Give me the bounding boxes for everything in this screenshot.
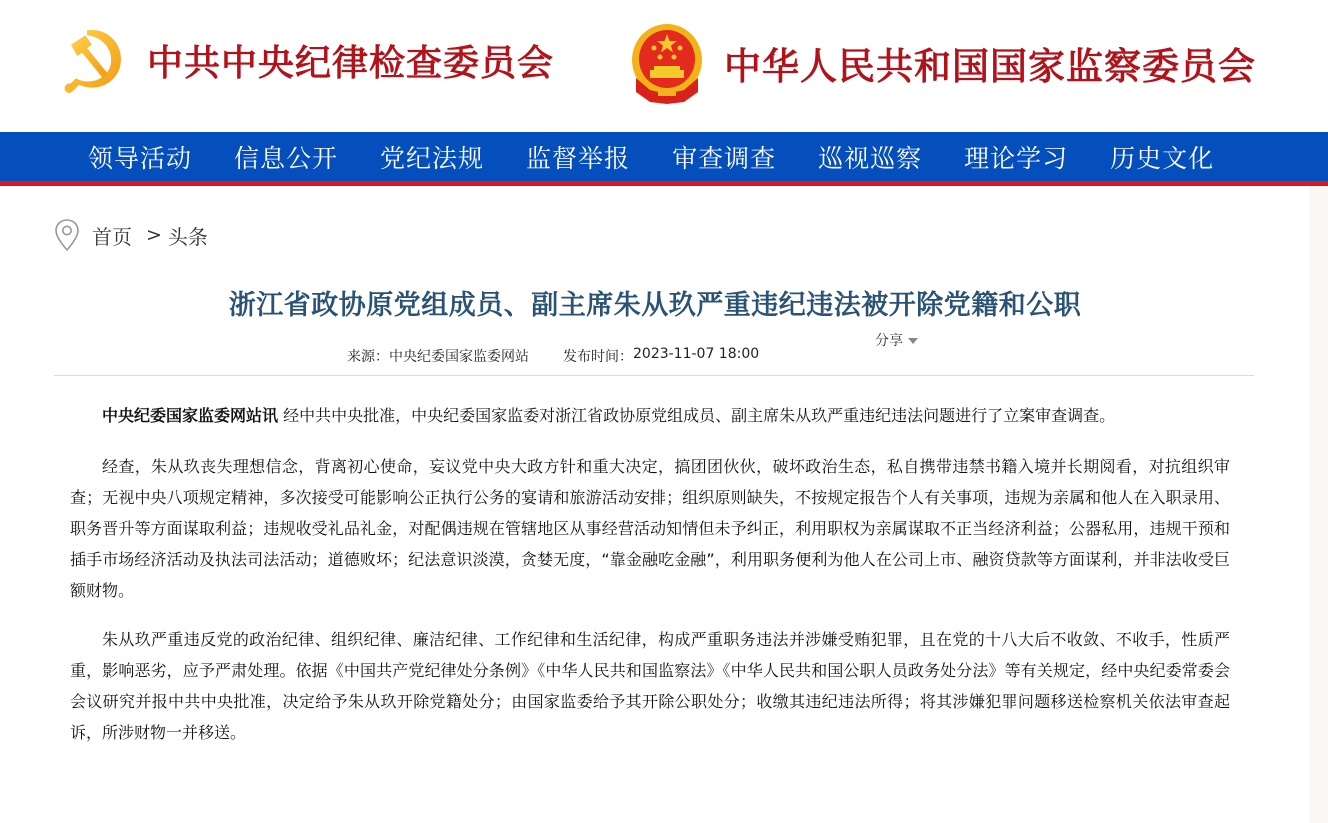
- location-pin-icon: [54, 218, 80, 252]
- nav-item-leadership[interactable]: 领导活动: [88, 143, 193, 173]
- site-header: [0, 0, 1328, 132]
- article-title: 浙江省政协原党组成员、副主席朱从玖严重违纪违法被开除党籍和公职: [228, 290, 1082, 321]
- breadcrumb-home-link[interactable]: 首页: [92, 224, 132, 249]
- breadcrumb: [54, 218, 208, 252]
- article-meta: [347, 346, 759, 366]
- main-nav: [0, 132, 1328, 181]
- share-label: 分享: [875, 333, 903, 349]
- article-body: [70, 400, 1230, 766]
- nsc-brand[interactable]: [628, 20, 1256, 106]
- breadcrumb-current-link[interactable]: 头条: [167, 224, 208, 249]
- article-paragraph-lead: [70, 400, 1230, 431]
- page-scroll-gutter: [1309, 186, 1328, 823]
- ccdi-brand[interactable]: [55, 24, 554, 96]
- party-emblem-icon: [55, 24, 127, 96]
- lead-text: 经中共中央批准，中央纪委国家监委对浙江省政协原党组成员、副主席朱从玖严重违纪违法问题进行了立案审查调查。: [278, 406, 1116, 425]
- nav-item-history[interactable]: 历史文化: [1110, 143, 1215, 173]
- source-label: 来源：: [347, 349, 389, 365]
- nav-item-inspection[interactable]: 巡视巡察: [818, 143, 923, 173]
- nav-item-report[interactable]: 监督举报: [526, 143, 631, 173]
- title-divider: [54, 375, 1254, 376]
- nav-item-regulations[interactable]: 党纪法规: [380, 143, 485, 173]
- nav-item-theory[interactable]: 理论学习: [964, 143, 1069, 173]
- lead-source: 中央纪委国家监委网站讯: [102, 406, 279, 425]
- nav-item-investigation[interactable]: 审查调查: [672, 143, 777, 173]
- national-emblem-icon: [628, 20, 706, 106]
- article-paragraph: 朱从玖严重违反党的政治纪律、组织纪律、廉洁纪律、工作纪律和生活纪律，构成严重职务违法并涉嫌受贿犯罪，且在党的十八大后不收敛、不收手，性质严重，影响恶劣，应予严肃处理。依据《中国共产党纪律处分条例》《中华人民共和国监察法》《中华人民共和国公职人员政务处分法》等有关规定，经中央纪委常委会会议研究并报中共中央批准，决定给予朱从玖开除党籍处分；由国家监委给予其开除公职处分；收缴其违纪违法所得；将其涉嫌犯罪问题移送检察机关依法审查起诉，所涉财物一并移送。: [70, 630, 1230, 742]
- publish-time-value: 2023-11-07 18:00: [633, 346, 760, 362]
- nav-red-strip: [0, 181, 1328, 186]
- ccdi-title: 中共中央纪律检查委员会: [147, 41, 555, 84]
- publish-time-label: 发布时间：: [563, 349, 633, 365]
- share-button[interactable]: [875, 330, 918, 350]
- article-paragraph: 经查，朱从玖丧失理想信念，背离初心使命，妄议党中央大政方针和重大决定，搞团团伙伙，破坏政治生态，私自携带违禁书籍入境并长期阅看，对抗组织审查；无视中央八项规定精神，多次接受可能影响公正执行公务的宴请和旅游活动安排；组织原则缺失，不按规定报告个人有关事项，违规为亲属和他人在入职录用、职务晋升等方面谋取利益；违规收受礼品礼金，对配偶违规在管辖地区从事经营活动知情但未予纠正，利用职权为亲属谋取不正当经济利益；公器私用，违规干预和插手市场经济活动及执法司法活动；道德败坏；纪法意识淡漠，贪婪无度，“靠金融吃金融”，利用职务便利为他人在公司上市、融资贷款等方面谋利，并非法收受巨额财物。: [70, 457, 1230, 600]
- source-value: 中央纪委国家监委网站: [389, 349, 529, 365]
- caret-down-icon: [908, 338, 918, 344]
- nsc-title: 中华人民共和国国家监察委员会: [724, 44, 1256, 88]
- nav-item-disclosure[interactable]: 信息公开: [234, 143, 339, 173]
- breadcrumb-separator: >: [146, 224, 162, 246]
